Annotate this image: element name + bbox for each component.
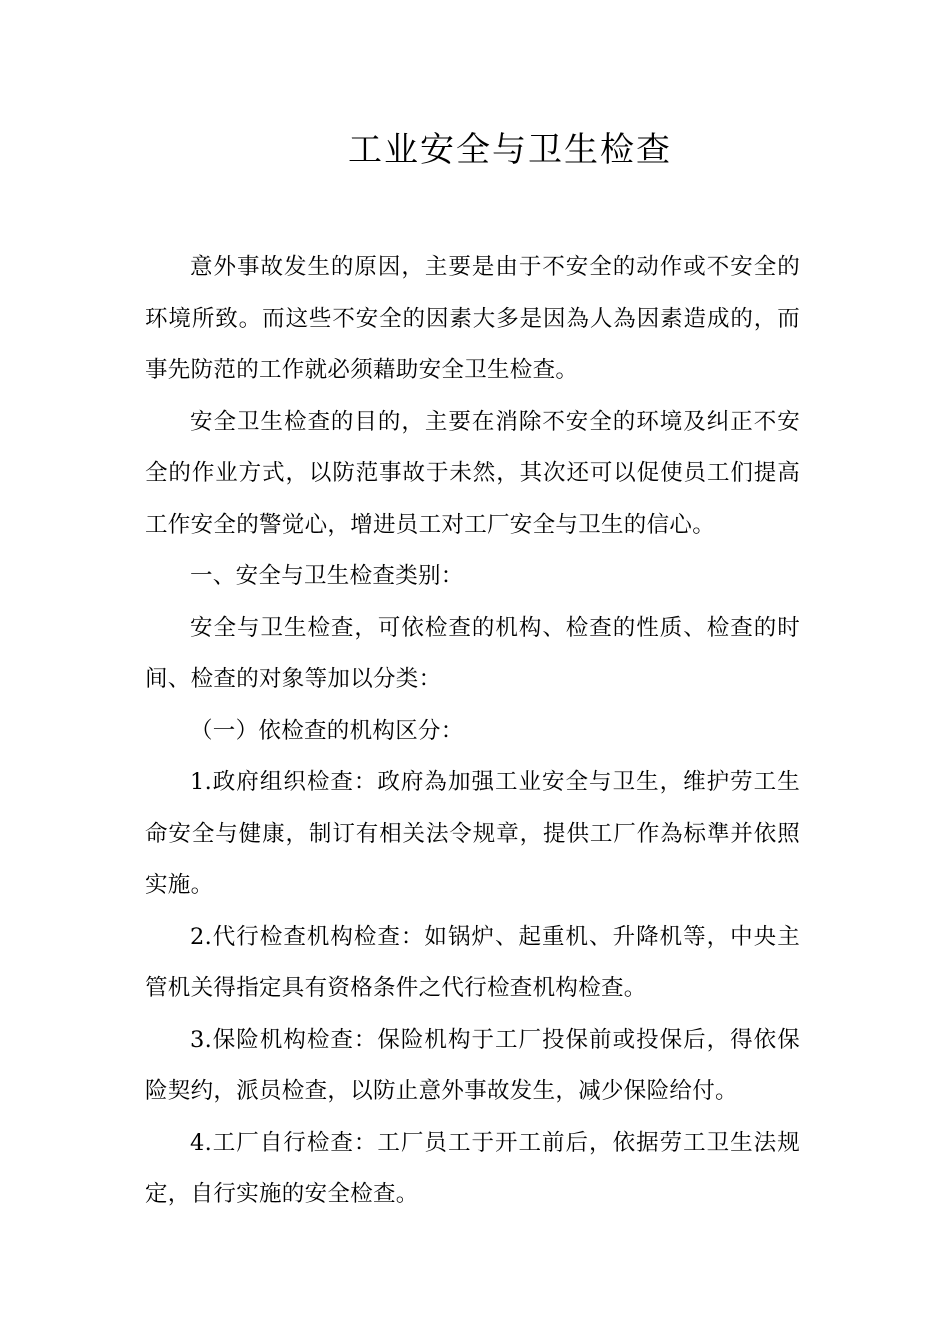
subsection-heading-by-agency: （一）依检查的机构区分： xyxy=(190,717,464,744)
paragraph-cause: 意外事故发生的原因，主要是由于不安全的动作或不安全的环境所致。而这些不安全的因素大多是因為人為因素造成的，而事先防范的工作就必须藉助安全卫生检查。 xyxy=(145,254,800,383)
document-body xyxy=(145,242,800,1221)
list-item-insurance: 3.保险机构检查：保险机构于工厂投保前或投保后，得依保险契约，派员检查，以防止意外事故发生，减少保险给付。 xyxy=(145,1026,800,1104)
list-item-agent-agency: 2.代行检查机构检查：如锅炉、起重机、升降机等，中央主管机关得指定具有资格条件之代行检查机构检查。 xyxy=(145,923,800,1001)
list-item-government: 1.政府组织检查：政府為加强工业安全与卫生，维护劳工生命安全与健康，制订有相关法令规章，提供工厂作為标準并依照实施。 xyxy=(145,769,800,898)
section-heading-categories: 一、安全与卫生检查类别： xyxy=(190,563,464,589)
paragraph-purpose: 安全卫生检查的目的，主要在消除不安全的环境及纠正不安全的作业方式，以防范事故于未然，其次还可以促使员工们提高工作安全的警觉心，增进员工对工厂安全与卫生的信心。 xyxy=(145,408,800,538)
list-item-self-inspection: 4.工厂自行检查：工厂员工于开工前后，依据劳工卫生法规定，自行实施的安全检查。 xyxy=(145,1129,800,1207)
paragraph-classification: 安全与卫生检查，可依检查的机构、检查的性质、检查的时间、检查的对象等加以分类： xyxy=(145,614,800,692)
document-title: 工业安全与卫生检查 xyxy=(348,130,672,170)
